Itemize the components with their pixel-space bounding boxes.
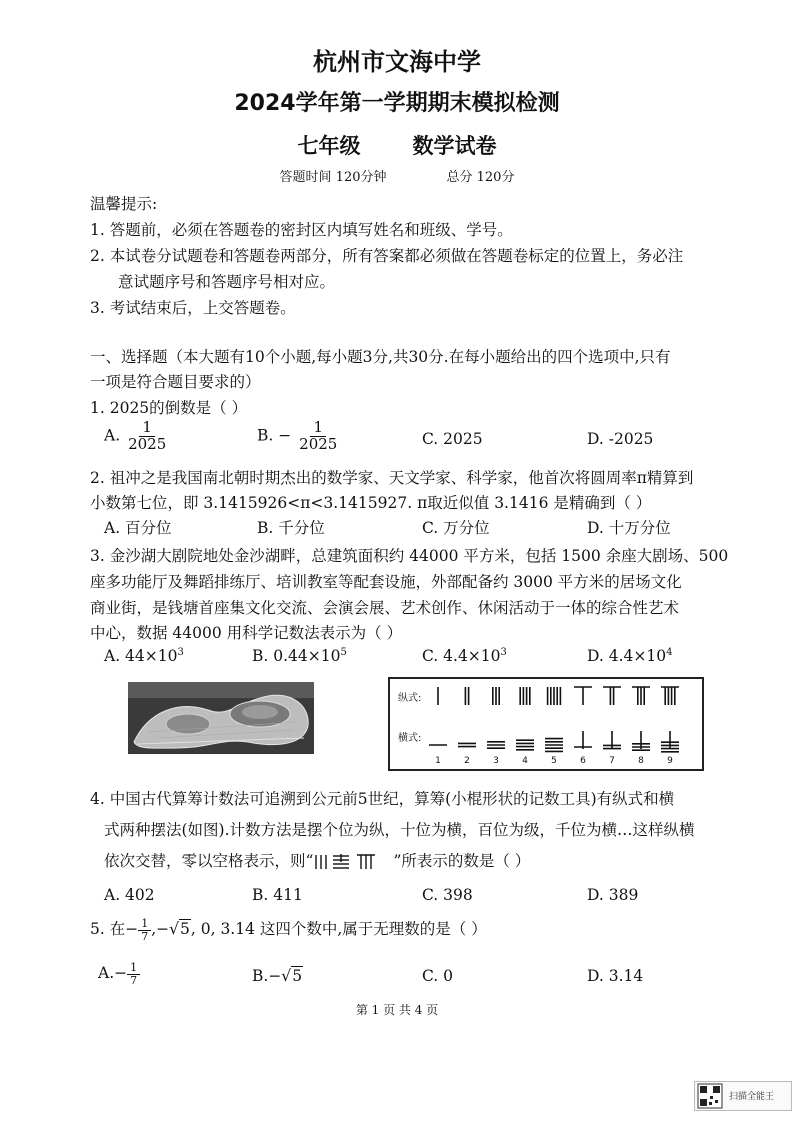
- digit-label: 4: [522, 756, 528, 766]
- counting-rod-figure: [390, 679, 702, 769]
- q1-b-fraction: [296, 420, 340, 453]
- q3-b-base: B. 0.44×10: [252, 647, 341, 666]
- q2-option-d: D. 十万分位: [587, 519, 671, 537]
- notice-item-3: 3. 考试结束后，上交答题卷。: [90, 299, 296, 317]
- q1-a-label: A.: [104, 426, 121, 445]
- digit-label: 6: [580, 756, 586, 766]
- digit-label: 8: [638, 756, 644, 766]
- q5-post: , 0, 3.14 这四个数中,属于无理数的是（ ）: [190, 920, 487, 938]
- q3-stem: 3. 金沙湖大剧院地处金沙湖畔，总建筑面积约 44000 平方米，包括 1500 余座大剧场、500: [90, 547, 729, 565]
- q5-a-fraction: [127, 962, 140, 986]
- q1-option-d: D. -2025: [587, 430, 654, 448]
- q2-option-b: B. 千分位: [257, 519, 325, 537]
- digit-label: 3: [493, 756, 499, 766]
- q4-stem-line3: [104, 849, 530, 871]
- qr-code-icon: [697, 1083, 725, 1109]
- q1-option-b: [257, 420, 340, 453]
- digit-label: 5: [551, 756, 557, 766]
- exam-score: 总分 120分: [446, 170, 515, 185]
- q5-option-c: C. 0: [422, 967, 454, 985]
- q4-stem-line3-post: ”所表示的数是（ ）: [393, 852, 531, 870]
- notice-item-1: 1. 答题前，必须在答题卷的密封区内填写姓名和班级、学号。: [90, 221, 513, 239]
- q5-option-b: [252, 967, 303, 985]
- q2-stem-cont: 小数第七位，即 3.1415926<π<3.1415927. π取近似值 3.1416 是精确到（ ）: [90, 494, 652, 512]
- q2-option-a: A. 百分位: [104, 519, 172, 537]
- theater-photo-drawing: [128, 682, 314, 754]
- q1-b-label: B. −: [257, 426, 292, 445]
- q3-option-a: [104, 647, 184, 665]
- digit-label: 2: [464, 756, 470, 766]
- counting-rod-table: [388, 677, 704, 771]
- q3-option-d: [587, 647, 672, 665]
- q4-option-d: D. 389: [587, 886, 639, 904]
- q4-option-c: C. 398: [422, 886, 473, 904]
- q3-stem-line2: 座多功能厅及舞蹈排练厅、培训教室等配套设施，外部配备约 3000 平方米的居场文化: [90, 573, 682, 591]
- q3-c-base: C. 4.4×10: [422, 647, 501, 666]
- notice-item-2-cont: 意试题序号和答题序号相对应。: [118, 273, 336, 291]
- grade-label: 七年级: [297, 134, 361, 158]
- q5-pre: 5. 在−: [90, 920, 139, 938]
- q3-d-base: D. 4.4×10: [587, 647, 667, 666]
- section1-heading-cont: 一项是符合题目要求的）: [90, 373, 261, 391]
- digit-labels: [435, 756, 673, 766]
- q5-f-den: 7: [141, 929, 149, 943]
- page-footer: 第 1 页 共 4 页: [355, 1003, 439, 1017]
- q5-fraction: [138, 918, 151, 942]
- scanner-label: 扫描全能王: [729, 1092, 775, 1102]
- digit-label: 9: [667, 756, 673, 766]
- q5-a-num: 1: [127, 962, 140, 975]
- q5-stem: [90, 917, 487, 942]
- q5-root: 5: [180, 920, 190, 938]
- q3-stem-line4: 中心，数据 44000 用科学记数法表示为（ ）: [90, 624, 403, 642]
- notice-item-2: 2. 本试卷分试题卷和答题卷两部分，所有答案都必须做在答题卷标定的位置上，务必注: [90, 247, 684, 265]
- notice-title: 温馨提示:: [90, 195, 158, 213]
- q5-a-label: A.−: [98, 964, 128, 983]
- q2-option-c: C. 万分位: [422, 519, 490, 537]
- q3-option-c: [422, 647, 507, 665]
- q3-stem-line3: 商业街，是钱塘首座集文化交流、会演会展、艺术创作、休闲活动于一体的综合性艺术: [90, 599, 680, 617]
- q5-b-pre: B.−√: [252, 967, 292, 985]
- q1-a-num: 1: [139, 420, 155, 437]
- q5-a-den: 7: [130, 973, 138, 987]
- q5-option-d: D. 3.14: [587, 967, 644, 985]
- subject-label: 数学试卷: [412, 134, 497, 158]
- digit-label: 1: [435, 756, 441, 766]
- row-label-horizontal: 横式:: [398, 733, 422, 744]
- q3-c-exp: 3: [500, 647, 507, 658]
- q5-f-num: 1: [138, 918, 151, 931]
- q3-option-b: [252, 647, 347, 665]
- exam-title: 2024学年第一学期期末模拟检测: [234, 91, 560, 116]
- school-title: 杭州市文海中学: [313, 48, 481, 76]
- q4-option-a: A. 402: [104, 886, 155, 904]
- row-label-vertical: 纵式:: [398, 693, 422, 704]
- q1-option-c: C. 2025: [422, 430, 483, 448]
- q1-b-num: 1: [310, 420, 326, 437]
- q1-option-a: [104, 420, 169, 453]
- q4-rod-number: [313, 853, 393, 871]
- scanner-badge: [694, 1081, 792, 1111]
- q5-b-root: 5: [292, 967, 303, 985]
- q3-b-exp: 5: [340, 647, 347, 658]
- exam-time: 答题时间 120分钟: [279, 170, 387, 185]
- q5-option-a: [98, 962, 140, 986]
- q3-a-exp: 3: [177, 647, 184, 658]
- q4-stem: 4. 中国古代算筹计数法可追溯到公元前5世纪，算筹(小棍形状的记数工具)有纵式和横: [90, 790, 675, 808]
- q1-a-den: 2025: [128, 434, 167, 453]
- digit-label: 7: [609, 756, 615, 766]
- q4-option-b: B. 411: [252, 886, 303, 904]
- rod-marks: [429, 687, 679, 752]
- grade-subject: [0, 130, 794, 160]
- q4-stem-line2: 式两种摆法(如图).计数方法是摆个位为纵，十位为横，百位为级，千位为横…这样纵横: [104, 821, 695, 839]
- exam-meta: [0, 166, 794, 185]
- section1-heading: 一、选择题（本大题有10个小题,每小题3分,共30分.在每小题给出的四个选项中,只有: [90, 348, 671, 366]
- q4-stem-line3-pre: 依次交替，零以空格表示，则“: [104, 852, 314, 870]
- q5-mid: ,−√: [151, 920, 179, 938]
- theater-photo: [128, 682, 314, 754]
- q3-d-exp: 4: [666, 647, 673, 658]
- q1-b-den: 2025: [299, 434, 338, 453]
- q2-stem: 2. 祖冲之是我国南北朝时期杰出的数学家、天文学家、科学家，他首次将圆周率π精算到: [90, 469, 694, 487]
- q1-a-fraction: [125, 420, 169, 453]
- q1-stem: 1. 2025的倒数是（ ）: [90, 399, 248, 417]
- q3-a-base: A. 44×10: [104, 647, 178, 666]
